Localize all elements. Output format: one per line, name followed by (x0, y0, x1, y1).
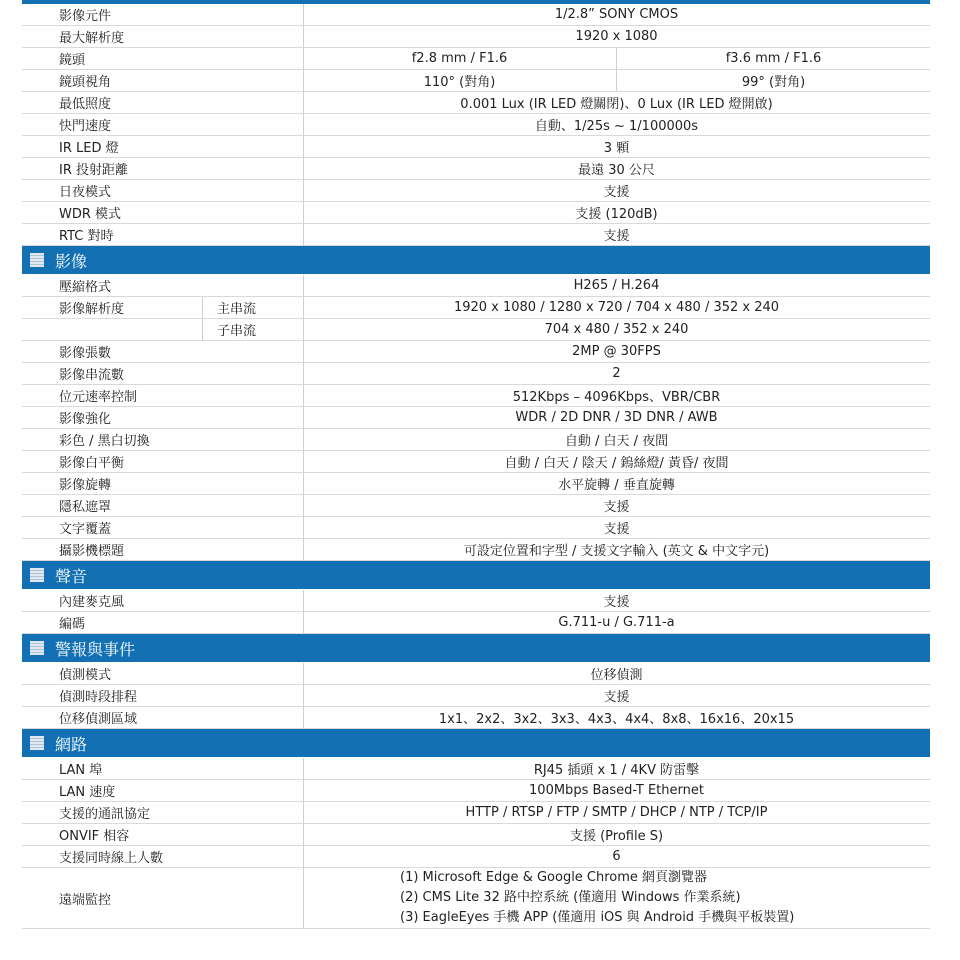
spec-label: ONVIF 相容 (59, 829, 130, 844)
spec-row (22, 707, 930, 729)
spec-value-line: (3) EagleEyes 手機 APP (僅適用 iOS 與 Android 手機與平板裝置) (400, 910, 795, 925)
spec-row (22, 114, 930, 136)
spec-row (22, 802, 930, 824)
spec-row (22, 26, 930, 48)
spec-value: WDR / 2D DNR / 3D DNR / AWB (515, 410, 718, 425)
section-header (22, 246, 930, 275)
spec-row (22, 136, 930, 158)
spec-value: 110° (對角) (423, 75, 496, 90)
spec-value: 1x1、2x2、3x2、3x3、4x3、4x4、8x8、16x16、20x15 (438, 712, 795, 727)
spec-value: 支援 (603, 229, 630, 244)
spec-value: 可設定位置和字型 / 支援文字輸入 (英文 & 中文字元) (463, 544, 770, 559)
spec-label: 影像解析度 (59, 302, 125, 317)
spec-row (22, 180, 930, 202)
spec-label: RTC 對時 (59, 229, 114, 244)
spec-value-line: (1) Microsoft Edge & Google Chrome 網頁瀏覽器 (400, 870, 708, 885)
spec-value: 100Mbps Based-T Ethernet (529, 783, 704, 798)
spec-value: 0.001 Lux (IR LED 燈關閉)、0 Lux (IR LED 燈開啟) (460, 97, 773, 112)
section-marker-icon (30, 568, 44, 582)
section-title: 影像 (55, 251, 88, 271)
spec-value: 支援 (603, 185, 630, 200)
spec-label: 影像串流數 (59, 368, 125, 383)
spec-row (22, 758, 930, 780)
spec-row (22, 70, 930, 92)
spec-row (22, 495, 930, 517)
spec-label: 彩色 / 黑白切換 (59, 434, 150, 449)
spec-value: 水平旋轉 / 垂直旋轉 (558, 478, 675, 493)
spec-value: 支援 (603, 595, 630, 610)
column-divider (303, 868, 304, 928)
spec-label: 快門速度 (59, 119, 112, 134)
spec-value: 512Kbps – 4096Kbps、VBR/CBR (512, 390, 721, 405)
spec-value: f3.6 mm / F1.6 (725, 51, 822, 66)
spec-value: 位移偵測 (590, 668, 643, 683)
spec-row (22, 297, 930, 319)
spec-value: 1920 x 1080 (575, 29, 658, 44)
spec-row (22, 319, 930, 341)
spec-row (22, 4, 930, 26)
spec-value: RJ45 插頭 x 1 / 4KV 防雷擊 (533, 763, 700, 778)
spec-value: 3 顆 (603, 141, 630, 156)
spec-label: WDR 模式 (59, 207, 122, 222)
spec-table (22, 4, 930, 929)
spec-row (22, 590, 930, 612)
spec-label: 鏡頭 (59, 53, 86, 68)
column-divider (202, 297, 203, 318)
section-marker-icon (30, 736, 44, 750)
spec-row (22, 429, 930, 451)
spec-value: 自動、1/25s ~ 1/100000s (534, 119, 699, 134)
spec-value: 6 (612, 849, 621, 864)
spec-value: G.711-u / G.711-a (558, 615, 675, 630)
spec-label: IR LED 燈 (59, 141, 119, 156)
spec-label: 支援同時線上人數 (59, 851, 164, 866)
spec-value-line: (2) CMS Lite 32 路中控系統 (僅適用 Windows 作業系統) (400, 890, 741, 905)
spec-value: 1920 x 1080 / 1280 x 720 / 704 x 480 / 352 x 240 (453, 300, 780, 315)
spec-label: 位元速率控制 (59, 390, 138, 405)
spec-label: 位移偵測區域 (59, 712, 138, 727)
spec-value: 支援 (603, 690, 630, 705)
spec-label: 遠端監控 (59, 892, 112, 908)
section-title: 聲音 (55, 566, 88, 586)
spec-label: 影像元件 (59, 9, 112, 24)
spec-label: 影像強化 (59, 412, 112, 427)
spec-row (22, 824, 930, 846)
spec-row (22, 780, 930, 802)
spec-value: 99° (對角) (741, 75, 806, 90)
spec-row (22, 158, 930, 180)
section-header (22, 634, 930, 663)
spec-row (22, 92, 930, 114)
spec-row (22, 473, 930, 495)
spec-value: 1/2.8” SONY CMOS (554, 7, 679, 22)
section-marker-icon (30, 253, 44, 267)
spec-row (22, 539, 930, 561)
spec-value: 支援 (120dB) (575, 207, 658, 222)
spec-value: 支援 (603, 522, 630, 537)
spec-label: 偵測時段排程 (59, 690, 138, 705)
spec-label: LAN 埠 (59, 763, 103, 778)
spec-row (22, 685, 930, 707)
spec-value: 自動 / 白天 / 陰天 / 鎢絲燈/ 黃昏/ 夜間 (504, 456, 729, 471)
spec-label: 編碼 (59, 617, 86, 632)
column-divider (202, 319, 203, 340)
spec-sublabel: 子串流 (217, 324, 257, 339)
spec-row (22, 341, 930, 363)
spec-label: 偵測模式 (59, 668, 112, 683)
spec-value: 2 (612, 366, 621, 381)
spec-sublabel: 主串流 (217, 302, 257, 317)
spec-label: 影像白平衡 (59, 456, 125, 471)
spec-value: 2MP @ 30FPS (572, 344, 661, 359)
spec-value: 自動 / 白天 / 夜間 (564, 434, 669, 449)
spec-label: 隱私遮罩 (59, 500, 112, 515)
section-marker-icon (30, 641, 44, 655)
spec-label: 日夜模式 (59, 185, 112, 200)
spec-row (22, 846, 930, 868)
spec-row (22, 868, 930, 929)
spec-row (22, 202, 930, 224)
spec-label: LAN 速度 (59, 785, 116, 800)
spec-value: 支援 (603, 500, 630, 515)
spec-value: H265 / H.264 (573, 278, 660, 293)
spec-row (22, 407, 930, 429)
spec-row (22, 224, 930, 246)
spec-label: IR 投射距離 (59, 163, 128, 178)
spec-value-list (400, 868, 794, 928)
spec-row (22, 663, 930, 685)
spec-value: f2.8 mm / F1.6 (411, 51, 508, 66)
section-title: 網路 (55, 734, 88, 754)
spec-label: 壓縮格式 (59, 280, 112, 295)
spec-label: 影像旋轉 (59, 478, 112, 493)
spec-row (22, 517, 930, 539)
spec-row (22, 48, 930, 70)
spec-label: 支援的通訊協定 (59, 807, 151, 822)
spec-row (22, 275, 930, 297)
section-header (22, 729, 930, 758)
section-header (22, 561, 930, 590)
spec-label: 影像張數 (59, 346, 112, 361)
spec-value: 704 x 480 / 352 x 240 (544, 322, 689, 337)
spec-row (22, 612, 930, 634)
spec-label: 最大解析度 (59, 31, 125, 46)
spec-label: 攝影機標題 (59, 544, 125, 559)
spec-row (22, 385, 930, 407)
spec-label: 文字覆蓋 (59, 522, 112, 537)
spec-row (22, 451, 930, 473)
spec-value: 支援 (Profile S) (569, 829, 664, 844)
spec-label: 最低照度 (59, 97, 112, 112)
spec-row (22, 363, 930, 385)
spec-label: 鏡頭視角 (59, 75, 112, 90)
section-title: 警報與事件 (55, 639, 136, 659)
spec-label: 內建麥克風 (59, 595, 125, 610)
spec-value: 最遠 30 公尺 (578, 163, 655, 178)
spec-value: HTTP / RTSP / FTP / SMTP / DHCP / NTP / TCP/IP (465, 805, 768, 820)
